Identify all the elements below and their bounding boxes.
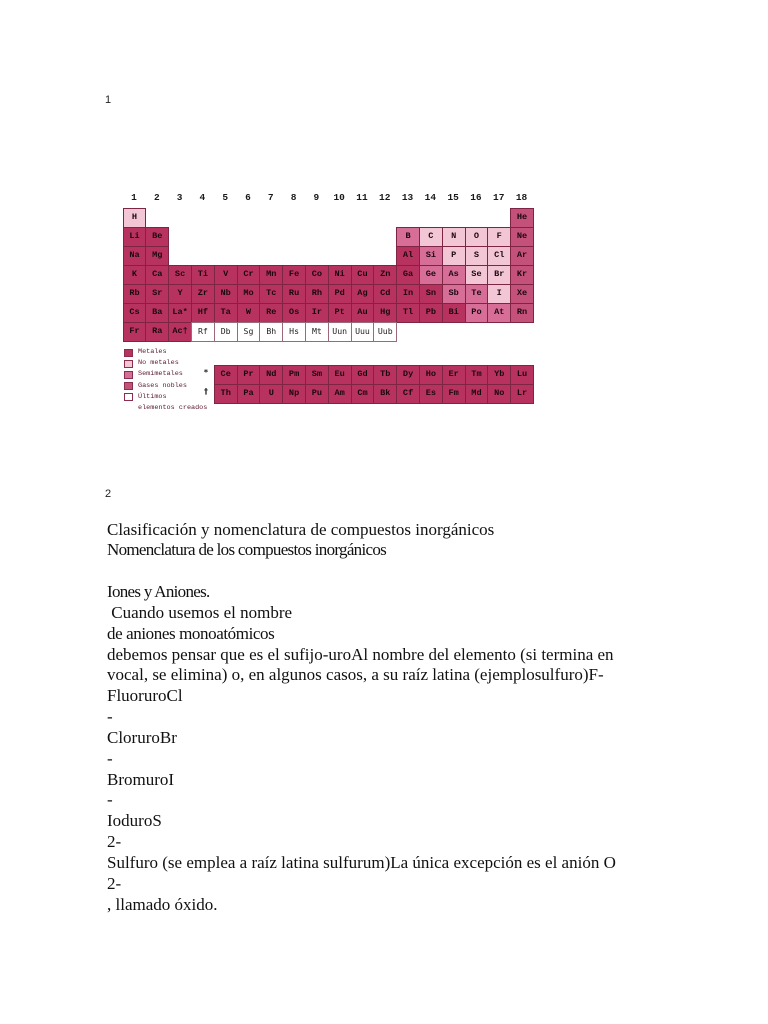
element-cell: Pd [328,284,352,304]
element-cell: Ce [214,365,238,385]
element-cell: Md [465,384,489,404]
group-number: 13 [401,192,414,203]
element-cell: He [510,208,534,228]
group-number-row [123,192,533,204]
element-cell: Pm [282,365,306,385]
element-cell: Fe [282,265,306,285]
element-cell: Lr [510,384,534,404]
element-cell: Cf [396,384,420,404]
element-cell: Pa [237,384,261,404]
element-cell: Dy [396,365,420,385]
element-cell: Mn [259,265,283,285]
element-cell: Hs [282,322,306,342]
element-cell: Na [123,246,147,266]
element-cell: Br [487,265,511,285]
element-cell: Uuu [351,322,375,342]
legend-label: Gases nobles [138,381,187,390]
element-cell: Eu [328,365,352,385]
element-cell: Fr [123,322,147,342]
element-cell: Lu [510,365,534,385]
legend-label: Semimetales [138,370,183,379]
element-cell: Bh [259,322,283,342]
element-cell: Ga [396,265,420,285]
element-cell: Nd [259,365,283,385]
element-cell: W [237,303,261,323]
element-cell: S [465,246,489,266]
element-cell: Po [465,303,489,323]
element-cell: Er [442,365,466,385]
body-text-line: 2- [107,873,122,893]
group-number: 9 [313,192,320,203]
group-number: 5 [222,192,229,203]
element-cell: As [442,265,466,285]
legend-item [124,358,207,369]
element-cell: U [259,384,283,404]
body-text-line: Cuando usemos el nombre [107,602,293,622]
legend-item [124,369,207,380]
element-cell: Ca [145,265,169,285]
element-cell: Gd [351,365,375,385]
element-cell: K [123,265,147,285]
body-text-line: - [107,707,113,727]
element-cell: Ru [282,284,306,304]
element-cell: Pr [237,365,261,385]
group-number: 16 [470,192,482,203]
legend-label: Últimos elementos creados [138,392,208,413]
element-cell: Ac† [168,322,192,342]
element-cell: B [396,227,420,247]
element-cell: Sn [419,284,443,304]
body-text-line: BromuroI [107,769,175,789]
element-cell: F [487,227,511,247]
element-cell: Ag [351,284,375,304]
body-text-line: FluoruroCl [107,686,183,706]
element-cell: Sc [168,265,192,285]
group-number: 15 [447,192,459,203]
element-cell: Os [282,303,306,323]
legend-swatch [124,360,133,368]
element-cell: Am [328,384,352,404]
section-title: Clasificación y nomenclatura de compuestos inorgánicos [107,519,495,539]
element-cell: Kr [510,265,534,285]
page-number: 1 [105,94,112,106]
element-cell: Bk [373,384,397,404]
element-cell: Yb [487,365,511,385]
body-text-line: debemos pensar que es el sufijo-uroAl nombre del elemento (si termina en [107,644,614,664]
element-cell: Ta [214,303,238,323]
element-cell: Db [214,322,238,342]
element-cell: Uun [328,322,352,342]
body-text-line: 2- [107,832,122,852]
group-number: 18 [515,192,528,203]
legend-label: No metales [138,359,179,368]
element-cell: I [487,284,511,304]
group-number: 1 [131,192,137,203]
element-cell: Pu [305,384,329,404]
element-cell: Hg [373,303,397,323]
element-cell: Mt [305,322,329,342]
element-cell: Ti [191,265,215,285]
element-cell: N [442,227,466,247]
element-cell: Re [259,303,283,323]
element-cell: Uub [373,322,397,342]
element-cell: Bi [442,303,466,323]
group-number: 7 [267,192,274,203]
element-cell: Xe [510,284,534,304]
element-cell: Cr [237,265,261,285]
legend-label: Metales [138,348,167,356]
element-cell: Cu [351,265,375,285]
legend-swatch [124,371,133,379]
section-subtitle: Nomenclatura de los compuestos inorgánicos [107,540,387,560]
element-cell: Tl [396,303,420,323]
group-number: 12 [379,192,391,203]
element-cell: H [123,208,147,228]
element-cell: Ir [305,303,329,323]
element-cell: Ho [419,365,443,385]
body-text-line: Iones y Aniones. [107,582,210,602]
page-number: 2 [105,488,112,500]
element-cell: Te [465,284,489,304]
group-number: 8 [290,192,297,203]
element-cell: C [419,227,443,247]
body-text-line: , llamado óxido. [107,894,218,914]
group-number: 17 [493,192,505,203]
legend-item [124,347,207,358]
element-cell: Cs [123,303,147,323]
element-cell: Es [419,384,443,404]
element-cell: Se [465,265,489,285]
element-cell: Rb [123,284,147,304]
group-number: 4 [199,192,206,203]
element-cell: Ar [510,246,534,266]
element-cell: Mg [145,246,169,266]
body-text-line: CloruroBr [107,727,177,747]
element-cell: Cm [351,384,375,404]
blank-line [107,561,616,582]
element-cell: Rn [510,303,534,323]
legend-swatch [124,393,133,401]
element-cell: Hf [191,303,215,323]
element-cell: Li [123,227,147,247]
legend-item [124,381,207,392]
element-cell: Y [168,284,192,304]
element-cell: Ra [145,322,169,342]
group-number: 6 [245,192,251,203]
element-cell: Be [145,227,169,247]
group-number: 10 [333,192,345,203]
element-cell: Nb [214,284,238,304]
element-cell: Rf [191,322,215,342]
legend-swatch [124,349,133,357]
element-cell: Mo [237,284,261,304]
lanthanide-marker: * [203,368,209,377]
element-cell: Sb [442,284,466,304]
element-cell: Sr [145,284,169,304]
element-cell: Tb [373,365,397,385]
document-body [107,520,616,916]
element-cell: Zn [373,265,397,285]
lanthanide-row [214,365,533,384]
body-text-line: Sulfuro (se emplea a raíz latina sulfurum)La única excepción es el anión O [107,853,616,872]
body-text-line: - [107,790,113,810]
element-cell: Ne [510,227,534,247]
element-cell: Fm [442,384,466,404]
element-cell: No [487,384,511,404]
element-cell: Cd [373,284,397,304]
element-cell: Th [214,384,238,404]
element-cell: Rh [305,284,329,304]
element-cell: Ba [145,303,169,323]
group-number: 11 [356,192,368,203]
actinide-row [214,384,533,403]
element-cell: Sm [305,365,329,385]
legend-swatch [124,382,133,390]
body-text-line: vocal, se elimina) o, en algunos casos, a su raíz latina (ejemplosulfuro)F- [107,665,604,685]
periodic-table-legend [124,347,207,414]
element-cell: Tc [259,284,283,304]
element-cell: Ge [419,265,443,285]
actinide-marker: † [204,387,208,396]
element-cell: P [442,246,466,266]
element-cell: Si [419,246,443,266]
element-cell: Pt [328,303,352,323]
element-cell: Au [351,303,375,323]
element-cell: At [487,303,511,323]
group-number: 2 [153,192,160,203]
element-cell: La* [168,303,192,323]
element-cell: Al [396,246,420,266]
element-cell: O [465,227,489,247]
element-cell: Tm [465,365,489,385]
group-number: 3 [176,192,183,203]
element-cell: Ni [328,265,352,285]
element-cell: Co [305,265,329,285]
element-cell: Cl [487,246,511,266]
periodic-table-figure [0,0,768,430]
element-cell: In [396,284,420,304]
element-cell: Pb [419,303,443,323]
body-text-line: IoduroS [107,811,162,831]
element-cell: V [214,265,238,285]
group-number: 14 [424,192,437,203]
legend-item [124,392,207,414]
element-cell: Sg [237,322,261,342]
body-text-line: - [107,748,113,768]
element-cell: Zr [191,284,215,304]
element-cell: Np [282,384,306,404]
periodic-table-grid [123,208,533,341]
body-text-line: de aniones monoatómicos [107,623,275,643]
